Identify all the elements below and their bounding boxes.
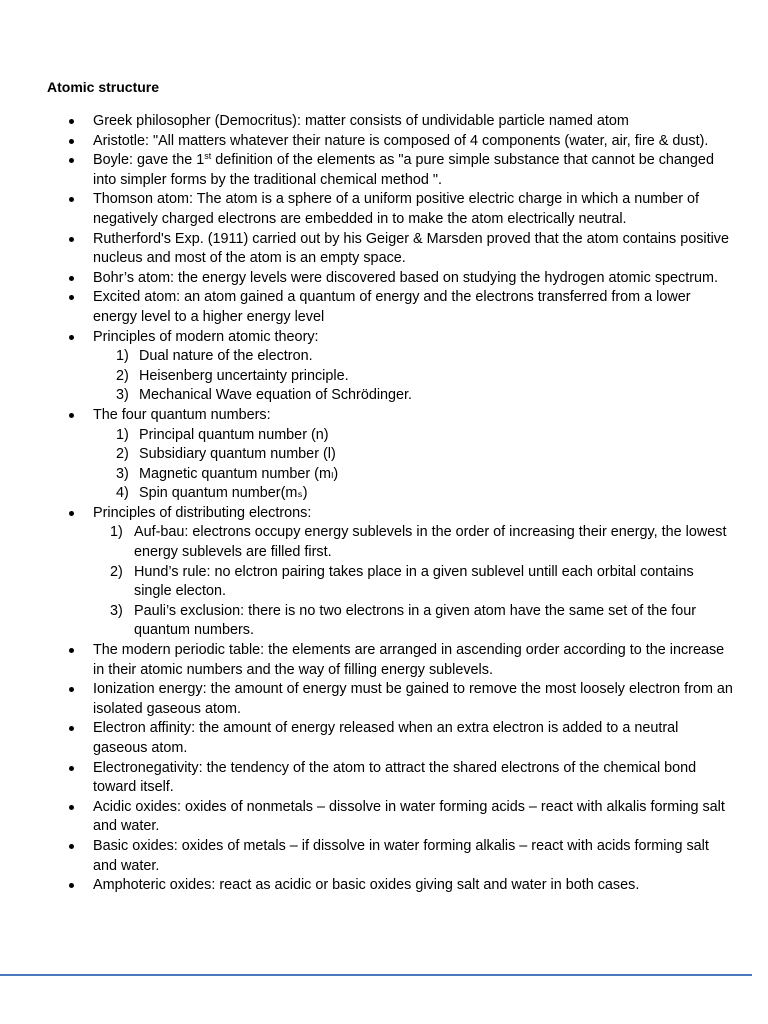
sublist-text: Dual nature of the electron.: [139, 348, 313, 365]
sublist-item: [93, 386, 733, 406]
list-item: [93, 719, 733, 758]
list-item: [93, 132, 733, 152]
sublist-text: Auf-bau: electrons occupy energy sublevels in the order of increasing their energy, the lowest energy sublevels are filled first.: [134, 524, 727, 561]
numbered-sublist: [93, 347, 733, 406]
sublist-text: Magnetic quantum number (mₗ): [139, 465, 339, 482]
list-item: [93, 406, 733, 504]
sublist-text: Pauli’s exclusion: there is no two electrons in a given atom have the same set of the four quantum numbers.: [134, 602, 697, 639]
list-item: [93, 759, 733, 798]
sublist-number: 2): [110, 563, 123, 580]
list-item: [93, 269, 733, 289]
bullet-list: [93, 112, 733, 896]
numbered-sublist: [93, 523, 733, 641]
sublist-number: 1): [110, 524, 123, 541]
sublist-item: [93, 602, 733, 641]
list-item-text: Basic oxides: oxides of metals – if dissolve in water forming alkalis – react with acids forming salt and water.: [93, 837, 709, 874]
sublist-number: 2): [116, 446, 129, 463]
list-item: [93, 680, 733, 719]
sublist-item: [93, 563, 733, 602]
list-item-text: Aristotle: "All matters whatever their nature is composed of 4 components (water, air, fire & dust).: [93, 132, 709, 149]
numbered-sublist: [93, 426, 733, 504]
sublist-number: 3): [116, 387, 129, 404]
sublist-text: Mechanical Wave equation of Schrödinger.: [139, 387, 413, 404]
list-item-text: Greek philosopher (Democritus): matter consists of undividable particle named atom: [93, 113, 629, 129]
sublist-item: [93, 426, 733, 446]
sublist-number: 3): [110, 602, 123, 619]
list-item-text: Amphoteric oxides: react as acidic or basic oxides giving salt and water in both cases.: [93, 877, 640, 894]
sublist-item: [93, 523, 733, 562]
list-item: [93, 876, 733, 896]
list-item-text: definition of the elements as "a pure simple substance that cannot be changed into simpler forms by the traditional chemical method ".: [93, 152, 714, 188]
list-item: [93, 504, 733, 641]
page-title: Atomic structure: [47, 79, 160, 95]
list-item: [93, 641, 733, 680]
list-item-text: The four quantum numbers:: [93, 406, 271, 423]
sublist-text: Subsidiary quantum number (l): [139, 446, 336, 463]
sublist-text: Spin quantum number(mₛ): [139, 485, 308, 502]
sublist-item: [93, 367, 733, 387]
list-item-text: Principles of distributing electrons:: [93, 504, 312, 521]
list-item-text: Electronegativity: the tendency of the atom to attract the shared electrons of the chemical bond toward itself.: [93, 759, 697, 796]
sublist-number: 4): [116, 485, 129, 502]
list-item-text: Excited atom: an atom gained a quantum of energy and the electrons transferred from a lower energy level to a higher energy level: [93, 289, 691, 325]
sublist-number: 3): [116, 465, 129, 482]
footer-divider: [0, 974, 752, 976]
sublist-number: 1): [116, 348, 129, 365]
list-item-text: Principles of modern atomic theory:: [93, 328, 319, 345]
list-item: [93, 837, 733, 876]
sublist-item: [93, 465, 733, 485]
list-item: [93, 328, 733, 406]
list-item: [93, 151, 733, 190]
sublist-text: Hund’s rule: no elctron pairing takes place in a given sublevel untill each orbital contains single electon.: [134, 563, 694, 600]
list-item: [93, 190, 733, 229]
sublist-text: Heisenberg uncertainty principle.: [139, 367, 349, 384]
list-item-text: Ionization energy: the amount of energy must be gained to remove the most loosely electron from an isolated gaseous atom.: [93, 681, 733, 717]
sublist-item: [93, 445, 733, 465]
list-item-text: Electron affinity: the amount of energy released when an extra electron is added to a neutral gaseous atom.: [93, 720, 679, 756]
list-item-text: Acidic oxides: oxides of nonmetals – dissolve in water forming acids – react with alkalis forming salt and water.: [93, 798, 725, 835]
list-item: [93, 230, 733, 269]
sublist-text: Principal quantum number (n): [139, 426, 329, 443]
sublist-number: 2): [116, 367, 129, 384]
sublist-number: 1): [116, 426, 129, 443]
sublist-item: [93, 347, 733, 367]
list-item: [93, 288, 733, 327]
list-item-text: Boyle: gave the 1: [93, 152, 205, 169]
list-item: [93, 798, 733, 837]
sublist-item: [93, 484, 733, 504]
list-item-text: The modern periodic table: the elements are arranged in ascending order according to the increase in their atomic numbers and the way of filling energy sublevels.: [93, 642, 725, 678]
list-item: [93, 112, 733, 132]
list-item-text: Bohr’s atom: the energy levels were discovered based on studying the hydrogen atomic spectrum.: [93, 269, 719, 286]
superscript: st: [204, 151, 212, 162]
list-item-text: Thomson atom: The atom is a sphere of a uniform positive electric charge in which a number of negatively charged electrons are embedded in to make the atom electrically neutral.: [93, 191, 700, 227]
list-item-text: Rutherford's Exp. (1911) carried out by his Geiger & Marsden proved that the atom contains positive nucleus and most of the atom is an empty space.: [93, 230, 729, 267]
